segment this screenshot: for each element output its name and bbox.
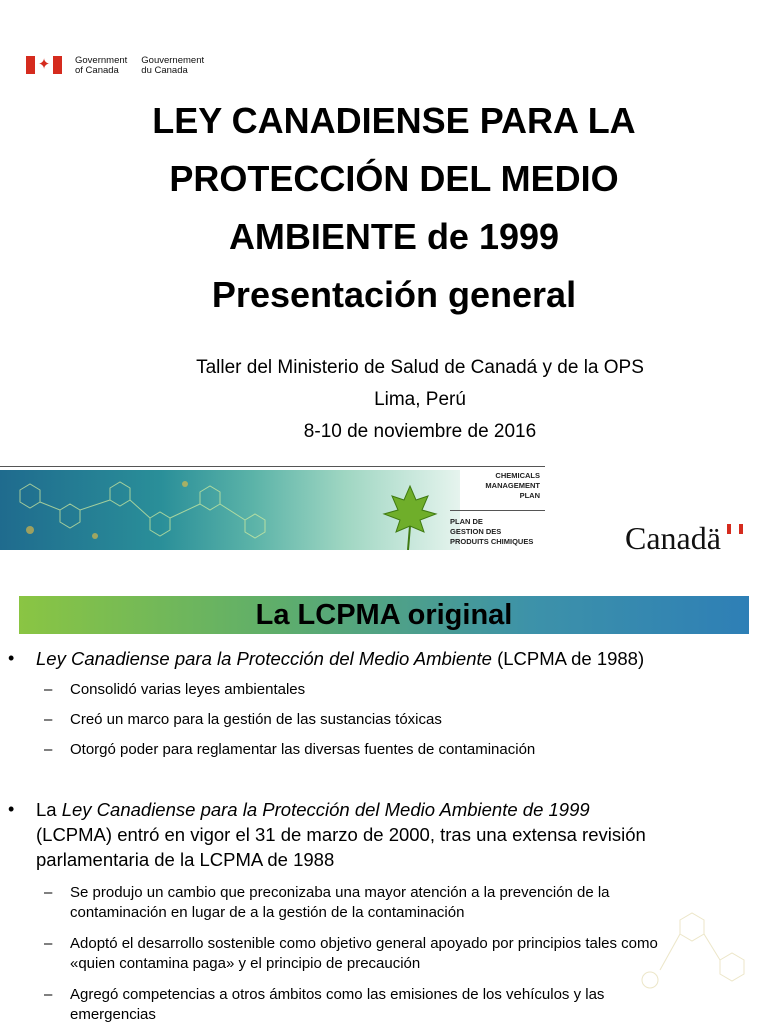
subtitle-line: Lima, Perú bbox=[374, 389, 466, 410]
canada-wordmark: Canadä bbox=[625, 520, 721, 556]
sub-bullet: Se produjo un cambio que preconizaba una mayor atención a la prevención de la contaminación en lugar de a la gestión de la contaminación bbox=[70, 884, 610, 921]
slide2-title: La LCPMA original bbox=[19, 596, 749, 634]
slide1-subtitle bbox=[0, 352, 768, 448]
dash-icon: – bbox=[44, 711, 53, 728]
divider bbox=[0, 466, 545, 467]
subtitle-line: Taller del Ministerio de Salud de Canadá y de la OPS bbox=[196, 357, 644, 378]
molecule-leaf-image bbox=[0, 470, 460, 550]
bullet-icon: • bbox=[8, 799, 15, 819]
dash-icon: – bbox=[44, 935, 53, 952]
bullet-2: La Ley Canadiense para la Protección del Medio Ambiente de 1999 (LCPMA) entró en vigor el 31 de marzo de 2000, tras una extensa revisión parlamentaria de la LCPMA de 1988 bbox=[36, 799, 646, 870]
bullet-icon: • bbox=[8, 648, 15, 668]
title-line: Presentación general bbox=[211, 274, 577, 315]
dash-icon: – bbox=[44, 884, 53, 901]
title-line: PROTECCIÓN DEL MEDIO bbox=[169, 158, 619, 199]
canada-flag-icon bbox=[727, 524, 743, 534]
slide1-title bbox=[0, 92, 768, 324]
molecule-watermark bbox=[590, 860, 768, 1024]
title-line: LEY CANADIENSE PARA LA bbox=[152, 100, 636, 141]
bullet-1: Ley Canadiense para la Protección del Medio Ambiente (LCPMA de 1988) bbox=[36, 648, 645, 669]
dash-icon: – bbox=[44, 741, 53, 758]
sub-bullet: Otorgó poder para reglamentar las diversas fuentes de contaminación bbox=[70, 741, 536, 758]
title-line: AMBIENTE de 1999 bbox=[228, 216, 560, 257]
subtitle-line: 8-10 de noviembre de 2016 bbox=[303, 421, 537, 442]
chemicals-management-plan-banner bbox=[0, 466, 768, 556]
dash-icon: – bbox=[44, 681, 53, 698]
sub-bullet: Consolidó varias leyes ambientales bbox=[70, 681, 306, 698]
divider bbox=[450, 510, 545, 511]
canada-flag-icon: ✦ bbox=[26, 56, 62, 74]
dash-icon: – bbox=[44, 986, 53, 1003]
gov-name-english: Government of Canada bbox=[75, 55, 128, 76]
sub-bullet: Adoptó el desarrollo sostenible como objetivo general apoyado por principios tales como «quien contamina paga» y el principio de precaución bbox=[70, 935, 658, 972]
gov-name-french: Gouvernement du Canada bbox=[141, 55, 205, 76]
cmp-french-label: PLAN DE GESTION DES PRODUITS CHIMIQUES bbox=[450, 517, 534, 546]
cmp-english-label: CHEMICALS MANAGEMENT PLAN bbox=[485, 471, 540, 500]
government-of-canada-signature bbox=[26, 56, 204, 76]
sub-bullet: Creó un marco para la gestión de las sustancias tóxicas bbox=[70, 711, 442, 728]
sub-bullet: Agregó competencias a otros ámbitos como las emisiones de los vehículos y las emergencias bbox=[70, 986, 605, 1023]
